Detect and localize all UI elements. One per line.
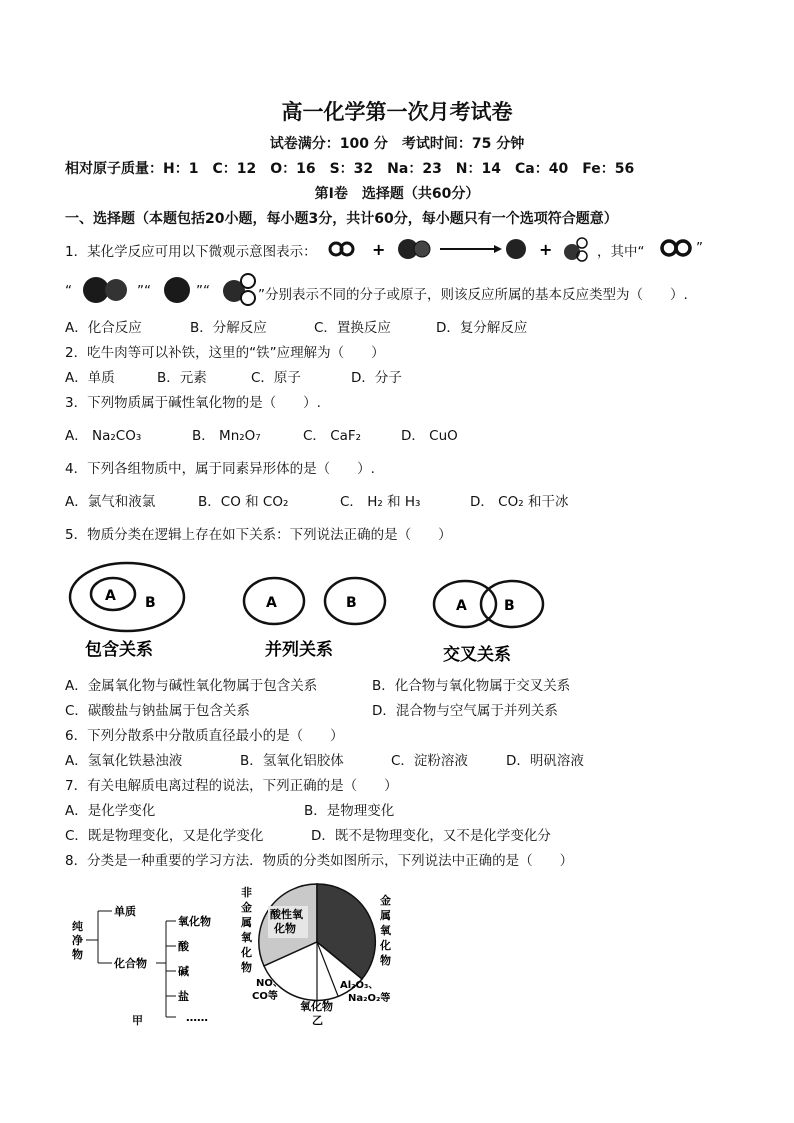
tree-root-char-3: 物 xyxy=(72,948,83,961)
tree-base: 碱 xyxy=(178,965,189,978)
q8-stem: 8．分类是一种重要的学习方法．物质的分类如图所示，下列说法中正确的是（ ） xyxy=(65,853,574,869)
pie-bottom-center: 氧化物 xyxy=(300,1000,333,1013)
q7-option-a[interactable]: A．是化学变化 xyxy=(65,803,156,819)
q2-stem: 2．吃牛肉等可以补铁，这里的“铁”应理解为（ ） xyxy=(65,345,385,361)
q1-option-a[interactable]: A．化合反应 xyxy=(65,320,142,336)
q3-option-b[interactable]: B． Mn₂O₇ xyxy=(192,428,261,444)
q1-reaction-diagram xyxy=(326,234,626,266)
q5-intersection-label-b: B xyxy=(504,598,515,614)
q1-option-b[interactable]: B．分解反应 xyxy=(190,320,267,336)
q5-option-b[interactable]: B．化合物与氧化物属于交叉关系 xyxy=(372,678,571,694)
q5-option-a[interactable]: A．金属氧化物与碱性氧化物属于包含关系 xyxy=(65,678,318,694)
q5-inclusion-label-b: B xyxy=(145,595,156,611)
q7-option-d[interactable]: D．既不是物理变化，又不是化学变化分 xyxy=(311,828,551,844)
q5-caption-inclusion: 包含关系 xyxy=(85,640,153,660)
pie-left-char-2: 金 xyxy=(241,901,252,914)
q1-atom-a-icon xyxy=(160,275,194,305)
pie-bottom-left-2: CO等 xyxy=(252,991,278,1002)
q6-option-a[interactable]: A．氢氧化铁悬浊液 xyxy=(65,753,183,769)
pie-left-char-1: 非 xyxy=(241,886,252,899)
q2-option-c[interactable]: C．原子 xyxy=(251,370,301,386)
q4-option-c[interactable]: C． H₂ 和 H₃ xyxy=(340,494,421,510)
q1-line2-open: “ xyxy=(65,283,72,299)
q1-product-b-icon xyxy=(564,238,587,261)
q3-option-d[interactable]: D． CuO xyxy=(401,428,458,444)
q1-plus-2: + xyxy=(539,240,553,259)
tree-oxide: 氧化物 xyxy=(178,915,211,928)
section-title: 一、选择题（本题包括20小题，每小题3分，共计60分，每小题只有一个选项符合题意） xyxy=(65,211,618,227)
q4-option-b[interactable]: B．CO 和 CO₂ xyxy=(198,494,289,510)
q1-reactant-a-icon xyxy=(330,243,353,255)
tree-acid: 酸 xyxy=(178,940,189,953)
score-time-line: 试卷满分：100 分 考试时间：75 分钟 xyxy=(269,136,525,152)
q1-option-d[interactable]: D．复分解反应 xyxy=(436,320,528,336)
q7-option-b[interactable]: B．是物理变化 xyxy=(304,803,395,819)
pie-left-char-6: 物 xyxy=(241,961,252,974)
q3-option-c[interactable]: C． CaF₂ xyxy=(303,428,362,444)
tree-salt: 盐 xyxy=(178,990,189,1003)
q1-molecule-bc2-icon xyxy=(219,271,259,307)
pie-right-char-3: 氧 xyxy=(380,924,391,937)
pie-right-char-5: 物 xyxy=(380,954,391,967)
q1-option-c[interactable]: C．置换反应 xyxy=(314,320,391,336)
q5-parallel-label-a: A xyxy=(266,595,277,611)
q1-stem-end: ” xyxy=(696,240,703,256)
pie-right-char-4: 化 xyxy=(380,939,391,952)
q4-stem: 4．下列各组物质中，属于同素异形体的是（ ）. xyxy=(65,461,375,477)
atomic-mass-line: 相对原子质量：H：1 C：12 O：16 S：32 Na：23 N：14 Ca：40 Fe：56 xyxy=(65,161,635,177)
q1-stem-start: 1．某化学反应可用以下微观示意图表示： xyxy=(65,244,317,260)
q1-molecule-ab-icon xyxy=(78,275,134,305)
pie-right-char-2: 属 xyxy=(380,909,391,922)
q5-intersection-diagram xyxy=(434,581,543,627)
q2-option-d[interactable]: D．分子 xyxy=(351,370,402,386)
pie-bottom-left-1: NO、 xyxy=(256,978,283,989)
q5-parallel-diagram xyxy=(244,578,385,624)
q7-stem: 7．有关电解质电离过程的说法，下列正确的是（ ） xyxy=(65,778,398,794)
pie-bottom-right-1: Al₂O₃、 xyxy=(340,980,379,991)
q6-option-b[interactable]: B．氢氧化铝胶体 xyxy=(240,753,344,769)
tree-etc: …… xyxy=(186,1011,208,1024)
part-title: 第Ⅰ卷 选择题（共60分） xyxy=(314,186,480,202)
q6-stem: 6．下列分散系中分散质直径最小的是（ ） xyxy=(65,728,344,744)
q8-oxide-pie xyxy=(238,878,398,1028)
q5-caption-parallel: 并列关系 xyxy=(265,640,333,660)
q5-intersection-label-a: A xyxy=(456,598,467,614)
q1-plus-1: + xyxy=(372,240,386,259)
page-title: 高一化学第一次月考试卷 xyxy=(281,99,513,124)
q3-option-a[interactable]: A． Na₂CO₃ xyxy=(65,428,142,444)
q1-reactant-b-icon xyxy=(398,239,430,259)
pie-caption: 乙 xyxy=(312,1014,323,1027)
pie-acidic-line-1: 酸性氧 xyxy=(270,908,303,921)
pie-left-char-3: 属 xyxy=(241,916,252,929)
tree-simple-substance: 单质 xyxy=(114,905,136,918)
pie-left-char-5: 化 xyxy=(241,946,252,959)
tree-root-char-2: 净 xyxy=(72,934,83,947)
q8-classification-tree xyxy=(68,885,238,1030)
q5-inclusion-diagram xyxy=(70,563,184,631)
pie-acidic-line-2: 化物 xyxy=(274,922,296,935)
q7-option-c[interactable]: C．既是物理变化，又是化学变化 xyxy=(65,828,264,844)
q1-line2-sep1: ”“ xyxy=(137,283,151,299)
q4-option-d[interactable]: D． CO₂ 和干冰 xyxy=(470,494,569,510)
tree-root-char-1: 纯 xyxy=(72,920,83,933)
q4-option-a[interactable]: A．氯气和液氯 xyxy=(65,494,156,510)
pie-right-char-1: 金 xyxy=(380,894,391,907)
pie-left-char-4: 氧 xyxy=(241,931,252,944)
q1-line2-sep2: ”“ xyxy=(196,283,210,299)
q2-option-b[interactable]: B．元素 xyxy=(157,370,207,386)
q1-product-a-icon xyxy=(506,239,526,259)
q6-option-c[interactable]: C．淀粉溶液 xyxy=(391,753,468,769)
q5-option-d[interactable]: D．混合物与空气属于并列关系 xyxy=(372,703,558,719)
q1-line2-end: ”分别表示不同的分子或原子，则该反应所属的基本反应类型为（ ）. xyxy=(258,287,688,303)
q5-caption-intersection: 交叉关系 xyxy=(443,645,511,665)
q5-inclusion-label-a: A xyxy=(105,588,116,604)
pie-bottom-right-2: Na₂O₂等 xyxy=(348,993,391,1004)
q8-tree-caption: 甲 xyxy=(132,1014,143,1027)
q5-relation-diagram xyxy=(65,560,565,670)
q1-atom-pair-icon xyxy=(660,238,694,258)
q5-parallel-label-b: B xyxy=(346,595,357,611)
q2-option-a[interactable]: A．单质 xyxy=(65,370,115,386)
q6-option-d[interactable]: D．明矾溶液 xyxy=(506,753,584,769)
q5-option-c[interactable]: C．碳酸盐与钠盐属于包含关系 xyxy=(65,703,250,719)
tree-compound: 化合物 xyxy=(114,957,147,970)
q3-stem: 3．下列物质属于碱性氧化物的是（ ）. xyxy=(65,395,321,411)
q5-stem: 5．物质分类在逻辑上存在如下关系：下列说法正确的是（ ） xyxy=(65,527,452,543)
q1-stem-mid: ，其中“ xyxy=(597,244,645,260)
